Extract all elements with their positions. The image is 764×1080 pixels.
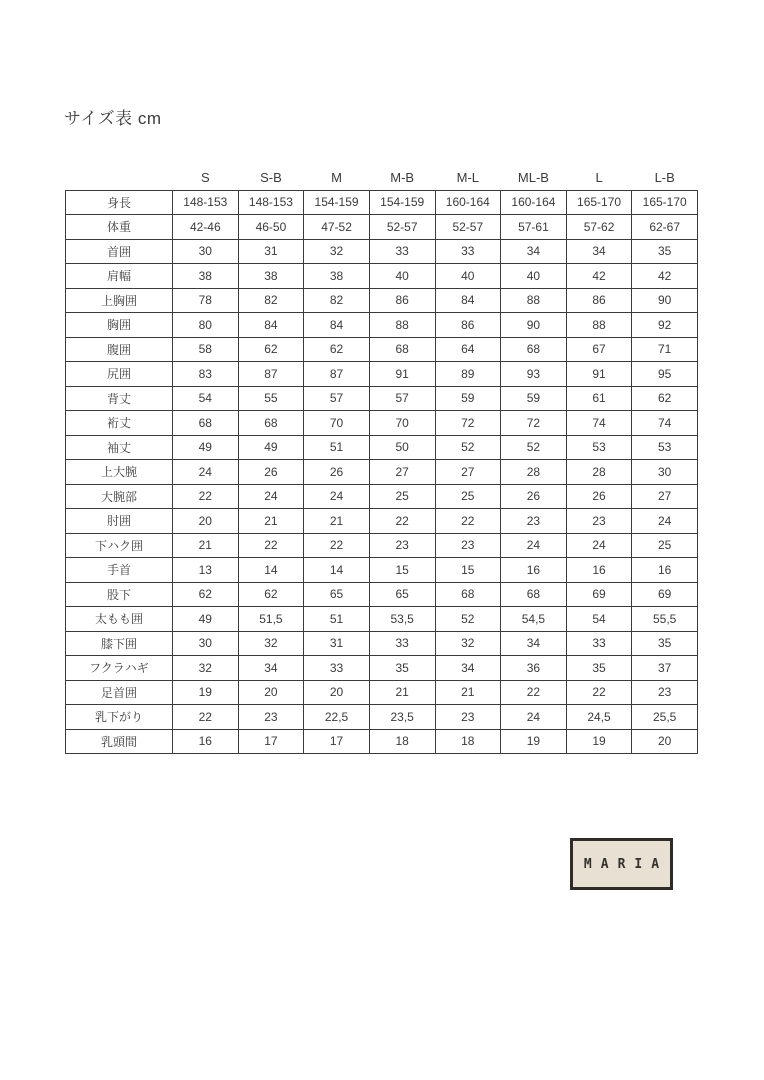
measurement-value-cell: 64: [435, 337, 501, 362]
measurement-value-cell: 46-50: [238, 215, 304, 240]
measurement-value-cell: 88: [566, 313, 632, 338]
measurement-value-cell: 31: [238, 239, 304, 264]
measurement-value-cell: 38: [238, 264, 304, 289]
measurement-value-cell: 62: [238, 337, 304, 362]
measurement-value-cell: 24: [501, 533, 567, 558]
measurement-value-cell: 80: [173, 313, 239, 338]
table-row: [66, 386, 698, 411]
measurement-row-label: 背丈: [66, 386, 173, 411]
measurement-value-cell: 40: [369, 264, 435, 289]
measurement-value-cell: 53,5: [369, 607, 435, 632]
measurement-value-cell: 51: [304, 607, 370, 632]
measurement-value-cell: 16: [632, 558, 698, 583]
measurement-value-cell: 70: [369, 411, 435, 436]
measurement-value-cell: 55: [238, 386, 304, 411]
measurement-value-cell: 33: [566, 631, 632, 656]
measurement-value-cell: 15: [369, 558, 435, 583]
measurement-value-cell: 32: [304, 239, 370, 264]
measurement-value-cell: 35: [566, 656, 632, 681]
measurement-value-cell: 65: [304, 582, 370, 607]
measurement-value-cell: 52: [435, 607, 501, 632]
measurement-value-cell: 28: [566, 460, 632, 485]
measurement-value-cell: 24,5: [566, 705, 632, 730]
measurement-value-cell: 72: [501, 411, 567, 436]
measurement-value-cell: 32: [173, 656, 239, 681]
measurement-value-cell: 148-153: [173, 190, 239, 215]
measurement-value-cell: 42-46: [173, 215, 239, 240]
measurement-value-cell: 84: [435, 288, 501, 313]
measurement-value-cell: 87: [304, 362, 370, 387]
measurement-value-cell: 49: [238, 435, 304, 460]
measurement-value-cell: 87: [238, 362, 304, 387]
measurement-value-cell: 23: [435, 705, 501, 730]
measurement-value-cell: 83: [173, 362, 239, 387]
table-row: [66, 656, 698, 681]
measurement-row-label: 上胸囲: [66, 288, 173, 313]
measurement-value-cell: 34: [435, 656, 501, 681]
measurement-value-cell: 40: [435, 264, 501, 289]
measurement-value-cell: 22: [566, 680, 632, 705]
measurement-value-cell: 21: [238, 509, 304, 534]
measurement-value-cell: 62: [304, 337, 370, 362]
measurement-row-label: 上大腕: [66, 460, 173, 485]
measurement-value-cell: 22,5: [304, 705, 370, 730]
table-row: [66, 558, 698, 583]
size-column-header: M: [331, 170, 342, 186]
measurement-value-cell: 16: [501, 558, 567, 583]
measurement-value-cell: 93: [501, 362, 567, 387]
measurement-value-cell: 90: [632, 288, 698, 313]
measurement-row-label: 裄丈: [66, 411, 173, 436]
measurement-value-cell: 32: [435, 631, 501, 656]
measurement-value-cell: 24: [304, 484, 370, 509]
measurement-row-label: 大腕部: [66, 484, 173, 509]
measurement-value-cell: 17: [304, 729, 370, 754]
measurement-value-cell: 91: [566, 362, 632, 387]
measurement-value-cell: 33: [369, 631, 435, 656]
measurement-value-cell: 22: [501, 680, 567, 705]
measurement-value-cell: 68: [501, 582, 567, 607]
measurement-value-cell: 20: [632, 729, 698, 754]
measurement-value-cell: 20: [304, 680, 370, 705]
measurement-value-cell: 86: [435, 313, 501, 338]
measurement-value-cell: 34: [566, 239, 632, 264]
measurement-value-cell: 91: [369, 362, 435, 387]
measurement-value-cell: 59: [435, 386, 501, 411]
measurement-value-cell: 58: [173, 337, 239, 362]
measurement-value-cell: 25,5: [632, 705, 698, 730]
measurement-value-cell: 68: [238, 411, 304, 436]
measurement-value-cell: 95: [632, 362, 698, 387]
measurement-row-label: 下ハク囲: [66, 533, 173, 558]
table-row: [66, 362, 698, 387]
size-chart-table: [65, 166, 698, 754]
measurement-value-cell: 16: [173, 729, 239, 754]
measurement-value-cell: 84: [304, 313, 370, 338]
measurement-value-cell: 88: [501, 288, 567, 313]
measurement-value-cell: 57: [304, 386, 370, 411]
measurement-value-cell: 24: [501, 705, 567, 730]
measurement-value-cell: 26: [304, 460, 370, 485]
measurement-value-cell: 47-52: [304, 215, 370, 240]
measurement-row-label: 足首囲: [66, 680, 173, 705]
measurement-value-cell: 160-164: [435, 190, 501, 215]
measurement-value-cell: 68: [435, 582, 501, 607]
measurement-row-label: 股下: [66, 582, 173, 607]
measurement-value-cell: 70: [304, 411, 370, 436]
measurement-value-cell: 92: [632, 313, 698, 338]
size-column-header: S-B: [260, 170, 282, 186]
table-row: [66, 729, 698, 754]
measurement-value-cell: 21: [369, 680, 435, 705]
measurement-value-cell: 25: [369, 484, 435, 509]
measurement-value-cell: 24: [632, 509, 698, 534]
table-row: [66, 215, 698, 240]
measurement-value-cell: 51,5: [238, 607, 304, 632]
measurement-value-cell: 35: [632, 239, 698, 264]
measurement-value-cell: 33: [369, 239, 435, 264]
measurement-value-cell: 23: [238, 705, 304, 730]
measurement-value-cell: 165-170: [632, 190, 698, 215]
measurement-value-cell: 34: [501, 239, 567, 264]
measurement-value-cell: 24: [238, 484, 304, 509]
measurement-value-cell: 14: [238, 558, 304, 583]
table-row: [66, 288, 698, 313]
brand-logo-box: [570, 838, 673, 890]
measurement-row-label: 身長: [66, 190, 173, 215]
measurement-value-cell: 34: [501, 631, 567, 656]
measurement-value-cell: 36: [501, 656, 567, 681]
measurement-row-label: 手首: [66, 558, 173, 583]
page-title: サイズ表 cm: [64, 109, 162, 128]
measurement-value-cell: 74: [632, 411, 698, 436]
measurement-value-cell: 22: [304, 533, 370, 558]
measurement-value-cell: 52: [501, 435, 567, 460]
measurement-value-cell: 74: [566, 411, 632, 436]
measurement-value-cell: 165-170: [566, 190, 632, 215]
measurement-value-cell: 27: [632, 484, 698, 509]
table-row: [66, 313, 698, 338]
measurement-value-cell: 35: [632, 631, 698, 656]
brand-logo-text: MARIA: [583, 856, 669, 872]
table-row: [66, 190, 698, 215]
measurement-value-cell: 25: [632, 533, 698, 558]
measurement-value-cell: 71: [632, 337, 698, 362]
size-column-header: M-L: [456, 170, 479, 186]
measurement-value-cell: 26: [501, 484, 567, 509]
measurement-value-cell: 38: [304, 264, 370, 289]
measurement-value-cell: 27: [369, 460, 435, 485]
measurement-value-cell: 30: [173, 631, 239, 656]
measurement-value-cell: 52-57: [369, 215, 435, 240]
measurement-value-cell: 62: [238, 582, 304, 607]
measurement-value-cell: 89: [435, 362, 501, 387]
measurement-value-cell: 148-153: [238, 190, 304, 215]
table-row: [66, 533, 698, 558]
size-column-header: L: [595, 170, 603, 186]
measurement-value-cell: 52-57: [435, 215, 501, 240]
measurement-value-cell: 22: [173, 705, 239, 730]
size-table-body: [66, 190, 698, 754]
measurement-value-cell: 69: [566, 582, 632, 607]
measurement-value-cell: 33: [435, 239, 501, 264]
table-row: [66, 631, 698, 656]
measurement-value-cell: 23: [369, 533, 435, 558]
measurement-value-cell: 53: [632, 435, 698, 460]
table-row: [66, 264, 698, 289]
size-column-header: S: [200, 170, 210, 186]
measurement-value-cell: 62: [173, 582, 239, 607]
measurement-value-cell: 14: [304, 558, 370, 583]
measurement-value-cell: 23: [435, 533, 501, 558]
measurement-value-cell: 16: [566, 558, 632, 583]
measurement-value-cell: 37: [632, 656, 698, 681]
measurement-value-cell: 19: [173, 680, 239, 705]
table-row: [66, 705, 698, 730]
size-column-header: M-B: [390, 170, 415, 186]
table-row: [66, 411, 698, 436]
measurement-value-cell: 28: [501, 460, 567, 485]
measurement-value-cell: 23: [566, 509, 632, 534]
measurement-row-label: 尻囲: [66, 362, 173, 387]
measurement-value-cell: 68: [501, 337, 567, 362]
measurement-value-cell: 154-159: [369, 190, 435, 215]
table-row: [66, 337, 698, 362]
size-table-header: [66, 166, 698, 190]
measurement-value-cell: 26: [238, 460, 304, 485]
table-row: [66, 435, 698, 460]
measurement-value-cell: 31: [304, 631, 370, 656]
measurement-row-label: 袖丈: [66, 435, 173, 460]
measurement-value-cell: 51: [304, 435, 370, 460]
measurement-value-cell: 26: [566, 484, 632, 509]
measurement-value-cell: 86: [566, 288, 632, 313]
measurement-value-cell: 35: [369, 656, 435, 681]
table-row: [66, 460, 698, 485]
measurement-row-label: 乳下がり: [66, 705, 173, 730]
measurement-value-cell: 32: [238, 631, 304, 656]
measurement-value-cell: 42: [632, 264, 698, 289]
measurement-value-cell: 25: [435, 484, 501, 509]
measurement-value-cell: 22: [173, 484, 239, 509]
table-row: [66, 607, 698, 632]
measurement-value-cell: 24: [566, 533, 632, 558]
measurement-value-cell: 68: [369, 337, 435, 362]
measurement-value-cell: 23: [501, 509, 567, 534]
measurement-value-cell: 23,5: [369, 705, 435, 730]
measurement-value-cell: 82: [238, 288, 304, 313]
measurement-value-cell: 57-61: [501, 215, 567, 240]
measurement-value-cell: 40: [501, 264, 567, 289]
measurement-value-cell: 22: [435, 509, 501, 534]
measurement-value-cell: 22: [238, 533, 304, 558]
measurement-value-cell: 160-164: [501, 190, 567, 215]
measurement-value-cell: 49: [173, 435, 239, 460]
measurement-value-cell: 13: [173, 558, 239, 583]
measurement-value-cell: 38: [173, 264, 239, 289]
measurement-value-cell: 53: [566, 435, 632, 460]
table-row: [66, 239, 698, 264]
measurement-value-cell: 17: [238, 729, 304, 754]
measurement-value-cell: 21: [435, 680, 501, 705]
measurement-value-cell: 22: [369, 509, 435, 534]
measurement-row-label: 胸囲: [66, 313, 173, 338]
measurement-row-label: 体重: [66, 215, 173, 240]
corner-cell: [66, 166, 173, 190]
measurement-value-cell: 18: [435, 729, 501, 754]
measurement-row-label: フクラハギ: [66, 656, 173, 681]
measurement-row-label: 肩幅: [66, 264, 173, 289]
measurement-value-cell: 30: [632, 460, 698, 485]
measurement-value-cell: 20: [238, 680, 304, 705]
size-column-header: L-B: [654, 170, 675, 186]
measurement-value-cell: 24: [173, 460, 239, 485]
measurement-value-cell: 23: [632, 680, 698, 705]
measurement-value-cell: 57: [369, 386, 435, 411]
size-header-row: [66, 166, 698, 190]
measurement-row-label: 太もも囲: [66, 607, 173, 632]
measurement-value-cell: 65: [369, 582, 435, 607]
measurement-value-cell: 20: [173, 509, 239, 534]
measurement-value-cell: 52: [435, 435, 501, 460]
table-row: [66, 484, 698, 509]
measurement-value-cell: 55,5: [632, 607, 698, 632]
measurement-value-cell: 154-159: [304, 190, 370, 215]
measurement-row-label: 乳頭間: [66, 729, 173, 754]
measurement-value-cell: 84: [238, 313, 304, 338]
measurement-value-cell: 68: [173, 411, 239, 436]
measurement-value-cell: 30: [173, 239, 239, 264]
measurement-value-cell: 78: [173, 288, 239, 313]
measurement-value-cell: 82: [304, 288, 370, 313]
measurement-value-cell: 34: [238, 656, 304, 681]
measurement-value-cell: 21: [304, 509, 370, 534]
measurement-value-cell: 19: [566, 729, 632, 754]
measurement-value-cell: 18: [369, 729, 435, 754]
measurement-value-cell: 27: [435, 460, 501, 485]
measurement-value-cell: 62-67: [632, 215, 698, 240]
measurement-value-cell: 69: [632, 582, 698, 607]
measurement-value-cell: 54: [173, 386, 239, 411]
measurement-value-cell: 49: [173, 607, 239, 632]
size-column-header: ML-B: [517, 170, 549, 186]
measurement-value-cell: 62: [632, 386, 698, 411]
measurement-value-cell: 67: [566, 337, 632, 362]
measurement-value-cell: 54,5: [501, 607, 567, 632]
measurement-value-cell: 88: [369, 313, 435, 338]
measurement-value-cell: 86: [369, 288, 435, 313]
measurement-value-cell: 42: [566, 264, 632, 289]
table-row: [66, 509, 698, 534]
table-row: [66, 582, 698, 607]
measurement-row-label: 首囲: [66, 239, 173, 264]
measurement-value-cell: 33: [304, 656, 370, 681]
measurement-value-cell: 90: [501, 313, 567, 338]
measurement-value-cell: 72: [435, 411, 501, 436]
measurement-value-cell: 50: [369, 435, 435, 460]
measurement-value-cell: 21: [173, 533, 239, 558]
measurement-value-cell: 59: [501, 386, 567, 411]
table-row: [66, 680, 698, 705]
measurement-value-cell: 15: [435, 558, 501, 583]
measurement-row-label: 肘囲: [66, 509, 173, 534]
measurement-value-cell: 54: [566, 607, 632, 632]
measurement-value-cell: 57-62: [566, 215, 632, 240]
measurement-value-cell: 19: [501, 729, 567, 754]
measurement-row-label: 腹囲: [66, 337, 173, 362]
measurement-row-label: 膝下囲: [66, 631, 173, 656]
measurement-value-cell: 61: [566, 386, 632, 411]
